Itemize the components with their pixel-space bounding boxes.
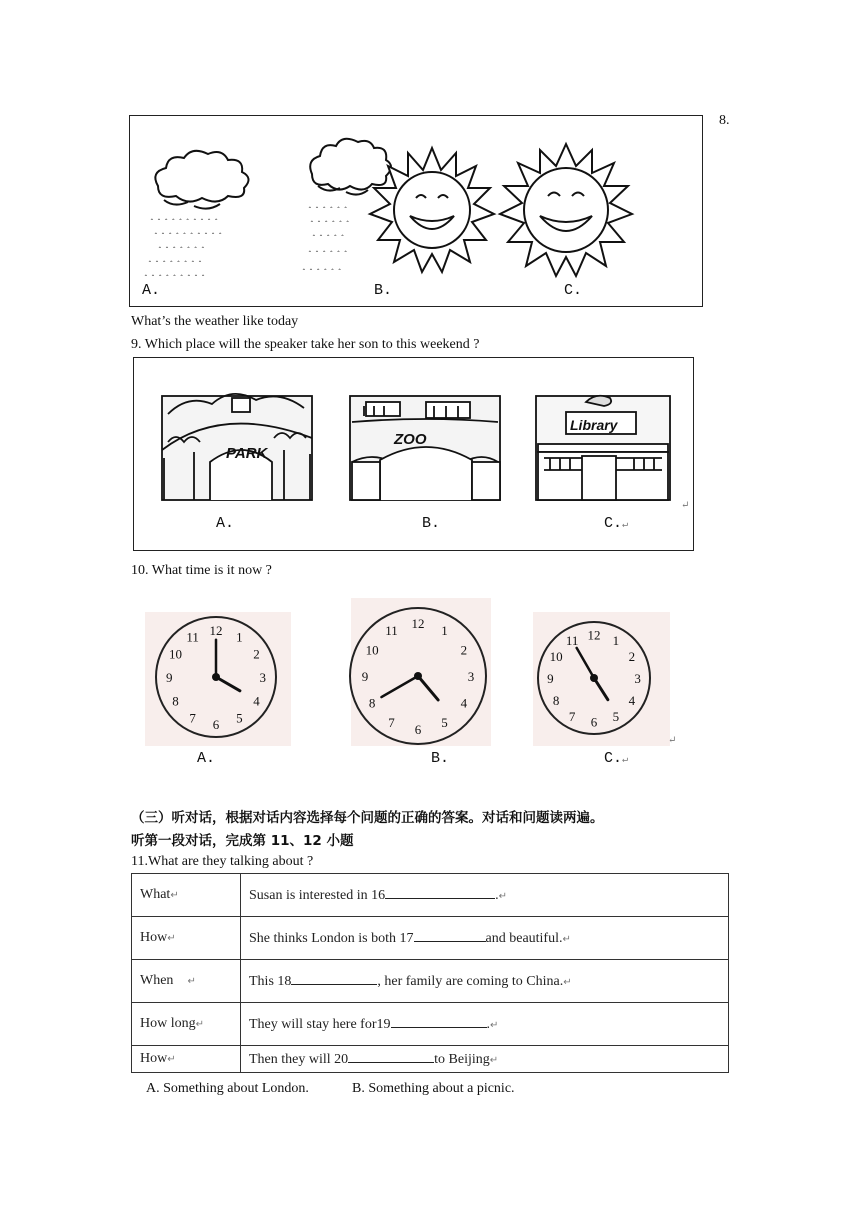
- clock-numeral: 6: [590, 714, 598, 730]
- row-sentence: Susan is interested in 16 .↵: [241, 874, 729, 917]
- notes-table: [131, 873, 729, 1073]
- clock-center: [590, 674, 598, 682]
- clock-icon: [350, 608, 486, 744]
- clock-numeral: 12: [209, 623, 223, 639]
- clock-numeral: 11: [186, 629, 199, 645]
- return-mark: ↵: [668, 735, 677, 746]
- q9-option-a[interactable]: A.: [216, 515, 235, 532]
- svg-text:˰ ˰ ˰ ˰ ˰ ˰ ˰ ˰ ˰ ˰: ˰ ˰ ˰ ˰ ˰ ˰ ˰ ˰ ˰ ˰: [150, 208, 219, 221]
- table-row: [132, 917, 729, 960]
- hour-hand: [418, 676, 438, 700]
- q9-option-b[interactable]: B.: [422, 515, 441, 532]
- clock-numeral: 2: [460, 642, 468, 658]
- clock-numeral: 1: [236, 629, 243, 645]
- hour-hand: [216, 677, 240, 691]
- q11-option-a[interactable]: A. Something about London.: [146, 1081, 309, 1096]
- clock-numeral: 7: [189, 710, 196, 726]
- q10-option-a[interactable]: A.: [197, 750, 216, 767]
- blank-17[interactable]: [414, 929, 486, 942]
- clock-icon: [538, 622, 650, 734]
- clock-numeral: 11: [385, 623, 398, 639]
- clock-numeral: 7: [388, 714, 395, 730]
- clock-numeral: 8: [552, 692, 560, 708]
- minute-hand: [381, 676, 418, 697]
- table-row: [132, 1003, 729, 1046]
- clock-numeral: 3: [634, 671, 641, 686]
- row-label: How↵: [132, 1046, 241, 1073]
- clock-numeral: 8: [368, 695, 376, 711]
- table-row: [132, 960, 729, 1003]
- blank-16[interactable]: [385, 886, 495, 899]
- clock-numeral: 12: [411, 615, 425, 631]
- q8-option-a[interactable]: A.: [142, 282, 161, 299]
- q8-option-c[interactable]: C.: [564, 282, 583, 299]
- clock-numeral: 6: [212, 716, 220, 732]
- library-sign: Library: [570, 417, 618, 433]
- clock-numeral: 5: [612, 708, 620, 724]
- clock-numeral: 5: [236, 710, 243, 726]
- blank-19[interactable]: [391, 1015, 487, 1028]
- question-9-text: 9. Which place will the speaker take her son to this weekend ?: [131, 337, 480, 352]
- clock-numeral: 4: [253, 693, 260, 709]
- blank-20[interactable]: [348, 1050, 434, 1063]
- zoo-sign: ZOO: [394, 431, 427, 448]
- clock-numeral: 4: [628, 692, 636, 708]
- section-3-subheading: 听第一段对话，完成第 11、12 小题: [131, 833, 354, 849]
- clock-numeral: 3: [259, 670, 267, 685]
- clock-numeral: 1: [612, 633, 620, 649]
- row-sentence: Then they will 20 to Beijing↵: [241, 1046, 729, 1073]
- svg-text:˰ ˰ ˰ ˰ ˰ ˰: ˰ ˰ ˰ ˰ ˰ ˰: [302, 258, 342, 271]
- svg-text:˰ ˰ ˰ ˰ ˰ ˰ ˰ ˰ ˰: ˰ ˰ ˰ ˰ ˰ ˰ ˰ ˰ ˰: [144, 264, 205, 277]
- question-8-text: What’s the weather like today: [131, 314, 299, 329]
- clock-numeral: 7: [568, 708, 576, 724]
- question-8-number: 8.: [719, 113, 730, 128]
- minute-hand: [577, 648, 594, 678]
- svg-text:˰ ˰ ˰ ˰ ˰ ˰: ˰ ˰ ˰ ˰ ˰ ˰: [308, 240, 348, 253]
- clock-numeral: 9: [547, 671, 554, 686]
- question-11-text: 11.What are they talking about ?: [131, 854, 314, 869]
- svg-text:˰ ˰ ˰ ˰ ˰ ˰: ˰ ˰ ˰ ˰ ˰ ˰: [308, 196, 348, 209]
- q11-option-b[interactable]: B. Something about a picnic.: [352, 1081, 515, 1096]
- clock-numeral: 5: [441, 714, 448, 730]
- row-sentence: This 18 , her family are coming to China.↵: [241, 960, 729, 1003]
- row-sentence: They will stay here for19 .↵: [241, 1003, 729, 1046]
- svg-text:˰ ˰ ˰ ˰ ˰: ˰ ˰ ˰ ˰ ˰: [312, 224, 345, 237]
- table-row: [132, 874, 729, 917]
- clock-numeral: 6: [414, 722, 422, 738]
- row-label: When ↵: [132, 960, 241, 1003]
- section-3-heading: （三）听对话，根据对话内容选择每个问题的正确的答案。对话和问题读两遍。: [131, 810, 604, 826]
- clock-icon: [156, 617, 276, 737]
- clock-numeral: 9: [165, 670, 173, 685]
- svg-text:˰ ˰ ˰ ˰ ˰ ˰ ˰ ˰ ˰ ˰: ˰ ˰ ˰ ˰ ˰ ˰ ˰ ˰ ˰ ˰: [154, 222, 223, 235]
- clock-numeral: 8: [172, 693, 179, 709]
- svg-text:˰ ˰ ˰ ˰ ˰ ˰: ˰ ˰ ˰ ˰ ˰ ˰: [310, 210, 350, 223]
- q10-option-c[interactable]: C.↵: [604, 750, 629, 767]
- clock-numeral: 2: [253, 646, 260, 662]
- clock-numeral: 10: [549, 649, 563, 665]
- clock-numeral: 3: [467, 669, 475, 684]
- clock-numeral: 9: [361, 669, 369, 684]
- park-sign: PARK: [226, 445, 268, 462]
- clock-numeral: 11: [565, 633, 579, 649]
- table-row: [132, 1046, 729, 1073]
- row-label: What↵: [132, 874, 241, 917]
- clock-numeral: 4: [460, 695, 468, 711]
- q8-option-b[interactable]: B.: [374, 282, 393, 299]
- q9-option-c[interactable]: C.↵: [604, 515, 629, 532]
- blank-18[interactable]: [291, 972, 377, 985]
- clock-numeral: 2: [628, 649, 636, 665]
- svg-text:˰ ˰ ˰ ˰ ˰ ˰ ˰: ˰ ˰ ˰ ˰ ˰ ˰ ˰: [158, 236, 205, 249]
- clock-center: [414, 672, 422, 680]
- question-10-text: 10. What time is it now ?: [131, 563, 272, 578]
- clock-numeral: 1: [441, 623, 448, 639]
- row-label: How long↵: [132, 1003, 241, 1046]
- q10-option-b[interactable]: B.: [431, 750, 450, 767]
- svg-text:˰ ˰ ˰ ˰ ˰ ˰ ˰ ˰: ˰ ˰ ˰ ˰ ˰ ˰ ˰ ˰: [148, 250, 202, 263]
- clock-numeral: 10: [168, 646, 182, 662]
- clock-numeral: 12: [587, 627, 601, 643]
- return-mark: ↵: [681, 500, 690, 511]
- clock-numeral: 10: [365, 642, 379, 658]
- clock-center: [212, 673, 220, 681]
- row-label: How↵: [132, 917, 241, 960]
- row-sentence: She thinks London is both 17 and beautiful.↵: [241, 917, 729, 960]
